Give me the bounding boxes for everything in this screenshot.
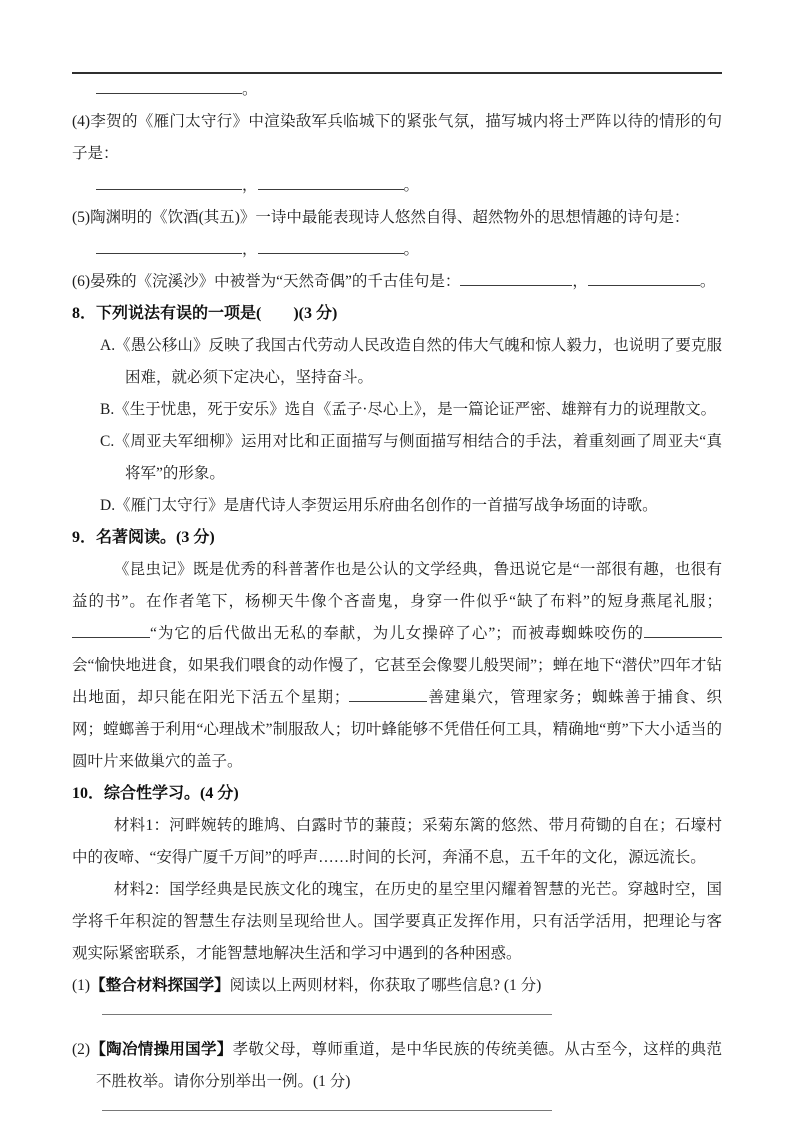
fill-in-blank	[460, 273, 572, 286]
option-d-text: 《雁门太守行》是唐代诗人李贺运用乐府曲名创作的一首描写战争场面的诗歌。	[115, 497, 658, 514]
answer-writing-line	[102, 1014, 552, 1015]
question-8-option-c	[72, 426, 722, 490]
fill-in-blank	[644, 625, 722, 638]
material-1-paragraph: 材料1：河畔婉转的雎鸠、白露时节的蒹葭；采菊东篱的悠然、带月荷锄的自在；石壕村中的夜啼、“安得广厦千万间”的呼声……时间的长河，奔涌不息，五千年的文化，源远流长。	[72, 817, 722, 866]
option-b-label: B.	[100, 401, 115, 418]
punct-period: 。	[242, 81, 258, 98]
punct-period: 。	[403, 241, 420, 258]
fill-in-blank	[258, 177, 404, 190]
fill-in-blank	[258, 241, 404, 254]
answer-line-row	[72, 1098, 722, 1122]
passage-segment: 《昆虫记》既是优秀的科普著作也是公认的文学经典，鲁迅说它是“一部很有趣，也很有益的书”。在作者笔下，杨柳天牛像个吝啬鬼，身穿一件似乎“缺了布料”的短身燕尾礼服；	[72, 561, 722, 610]
sub-1-bracket-tag: 【整合材料探国学】	[90, 977, 230, 994]
question-9-passage	[72, 554, 722, 778]
option-b-text: 《生于忧患，死于安乐》选自《孟子·尽心上》，是一篇论证严密、雄辩有力的说理散文。	[114, 401, 717, 418]
question-4-prompt	[72, 106, 722, 170]
fill-in-blank	[96, 177, 242, 190]
punct-period: 。	[699, 273, 716, 290]
option-c-label: C.	[100, 433, 115, 450]
question-8-option-d	[72, 490, 722, 522]
sub-2-label: (2)	[72, 1041, 91, 1058]
option-d-label: D.	[100, 497, 116, 514]
fill-in-blank	[349, 689, 427, 702]
fill-in-blank	[96, 81, 242, 94]
material-2-paragraph: 材料2：国学经典是民族文化的瑰宝，在历史的星空里闪耀着智慧的光芒。穿越时空，国学将千年积淀的智慧生存法则呈现给世人。国学要真正发挥作用，只有活学活用，把理论与客观实际紧密联系，才能智慧地解决生活和学习中遇到的各种困惑。	[72, 881, 722, 962]
passage-segment: 会“愉快地进食，如果我们喂食的动作慢了，它甚至会像婴儿般哭闹”；蝉在地下“潜伏”四年才钻出地面，却只能在阳光下活五个星期；	[72, 657, 722, 706]
sub-2-text: 孝敬父母，尊师重道，是中华民族的传统美德。从古至今，这样的典范不胜枚举。请你分别举出一例。(1 分)	[96, 1041, 722, 1090]
option-a-label: A.	[100, 337, 116, 354]
punct-comma: ，	[242, 241, 258, 258]
punct-comma: ，	[242, 177, 258, 194]
sub-1-label: (1)	[72, 977, 91, 994]
question-5-prompt	[72, 202, 722, 234]
question-6-prompt	[72, 266, 722, 298]
question-8-option-a	[72, 330, 722, 394]
question-10-sub-2	[72, 1034, 722, 1098]
question-4-answer-blanks	[72, 170, 722, 202]
question-8-option-b	[72, 394, 722, 426]
sub-2-bracket-tag: 【陶冶情操用国学】	[90, 1041, 233, 1058]
fill-in-blank	[72, 625, 150, 638]
question-5-text: (5)陶渊明的《饮酒(其五)》一诗中最能表现诗人悠然自得、超然物外的思想情趣的诗句是：	[72, 209, 690, 226]
passage-segment: “为它的后代做出无私的奉献，为儿女操碎了心”；而被毒蜘蛛咬伤的	[150, 625, 644, 642]
question-10-heading: 10．综合性学习。(4 分)	[72, 785, 239, 802]
question-5-answer-blanks	[72, 234, 722, 266]
punct-comma: ，	[572, 273, 588, 290]
question-6-text: (6)晏殊的《浣溪沙》中被誉为“天然奇偶”的千古佳句是：	[72, 273, 461, 290]
question-9-heading: 9．名著阅读。(3 分)	[72, 529, 215, 546]
option-c-text: 《周亚夫军细柳》运用对比和正面描写与侧面描写相结合的手法，着重刻画了周亚夫“真将军”的形象。	[114, 433, 722, 482]
option-a-text: 《愚公移山》反映了我国古代劳动人民改造自然的伟大气魄和惊人毅力，也说明了要克服困难，就必须下定决心，坚持奋斗。	[115, 337, 722, 386]
fill-in-blank	[96, 241, 242, 254]
question-4-text: (4)李贺的《雁门太守行》中渲染敌军兵临城下的紧张气氛，描写城内将士严阵以待的情形的句子是：	[72, 113, 722, 162]
fill-in-blank	[588, 273, 700, 286]
question-8-heading: 8．下列说法有误的一项是( )(3 分)	[72, 305, 338, 322]
answer-writing-line	[102, 1110, 552, 1111]
punct-period: 。	[403, 177, 420, 194]
sub-1-text: 阅读以上两则材料，你获取了哪些信息? (1 分)	[229, 977, 542, 994]
answer-blank-row-intro	[72, 74, 722, 106]
question-10-sub-1	[72, 970, 722, 1002]
answer-line-row	[72, 1002, 722, 1034]
passage-segment: 善建巢穴，管理家务；蜘蛛善于捕食、织网；螳螂善于利用“心理战术”制服敌人；切叶蜂能够不凭借任何工具，精确地“剪”下大小适当的圆叶片来做巢穴的盖子。	[72, 689, 722, 770]
